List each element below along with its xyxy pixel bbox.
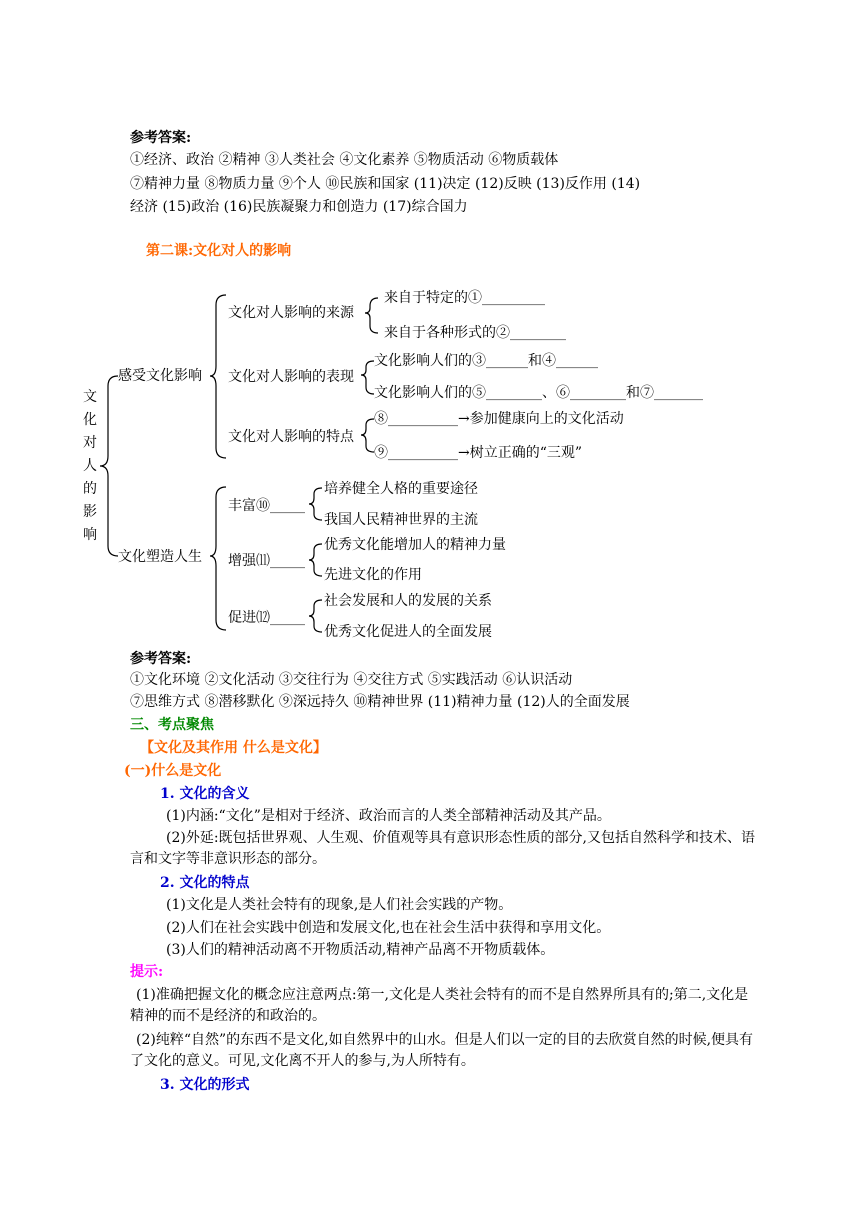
tip-heading: 提示: bbox=[130, 964, 164, 980]
subsection-heading: (一)什么是文化 bbox=[124, 763, 222, 779]
lesson-title: 第二课:文化对人的影响 bbox=[146, 243, 292, 259]
point-title: 3. 文化的形式 bbox=[160, 1077, 250, 1093]
leaf-label: 来自于各种形式的②________ bbox=[384, 325, 566, 341]
diagram-root-label: 文 化 对 人 的 影 响 bbox=[83, 389, 97, 543]
sub1-brace bbox=[365, 298, 378, 333]
leaf-label: 来自于特定的①_________ bbox=[384, 290, 545, 306]
leaf-label: 培养健全人格的重要途径 bbox=[324, 481, 478, 497]
point-title: 2. 文化的特点 bbox=[160, 875, 250, 891]
sub3-brace bbox=[361, 419, 374, 452]
leaf-label: 先进文化的作用 bbox=[324, 567, 422, 583]
leaf-label: 优秀文化促进人的全面发展 bbox=[324, 624, 492, 640]
paragraph: (1)文化是人类社会特有的现象,是人们社会实践的产物。 bbox=[166, 897, 513, 913]
root-bracket bbox=[100, 376, 118, 556]
branch-label: 感受文化影响 bbox=[118, 368, 202, 384]
tip-paragraph: (1)准确把握文化的概念应注意两点:第一,文化是人类社会特有的而不是自然界所具有的;第二,文化是精神的而不是经济的和政治的。 bbox=[130, 987, 749, 1024]
answers-heading: 参考答案: bbox=[130, 651, 192, 667]
answers-line: 经济 (15)政治 (16)民族凝聚力和创造力 (17)综合国力 bbox=[130, 199, 468, 215]
leaf-label: 我国人民精神世界的主流 bbox=[324, 512, 478, 528]
sub-label: 增强⑾_____ bbox=[228, 553, 305, 569]
leaf-label: 文化影响人们的③______和④______ bbox=[374, 353, 598, 369]
branch1-bracket bbox=[210, 295, 226, 458]
sub-label: 丰富⑩_____ bbox=[228, 498, 305, 514]
answers-line: ①文化环境 ②文化活动 ③交往行为 ④交往方式 ⑤实践活动 ⑥认识活动 bbox=[130, 672, 573, 688]
point-title: 1. 文化的含义 bbox=[160, 786, 250, 802]
paragraph: (2)人们在社会实践中创造和发展文化,也在社会生活中获得和享用文化。 bbox=[166, 920, 611, 936]
leaf-label: 社会发展和人的发展的关系 bbox=[324, 593, 492, 609]
section-heading: 三、考点聚焦 bbox=[130, 717, 214, 733]
branch-label: 文化塑造人生 bbox=[118, 549, 202, 565]
leaf-label: ⑧__________→参加健康向上的文化活动 bbox=[374, 411, 624, 427]
paragraph: (3)人们的精神活动离不开物质活动,精神产品离不开物质载体。 bbox=[166, 942, 555, 958]
b2sub2-brace bbox=[309, 544, 322, 576]
topic-heading: 【文化及其作用 什么是文化】 bbox=[140, 740, 327, 756]
leaf-label: 优秀文化能增加人的精神力量 bbox=[324, 537, 506, 553]
sub-label: 促进⑿_____ bbox=[228, 610, 305, 626]
answers-line: ⑦精神力量 ⑧物质力量 ⑨个人 ⑩民族和国家 (11)决定 (12)反映 (13)反作用 (14) bbox=[130, 176, 641, 192]
tip-paragraph: (2)纯粹“自然”的东西不是文化,如自然界中的山水。但是人们以一定的目的去欣赏自然的时候,便具有了文化的意义。可见,文化离不开人的参与,为人所特有。 bbox=[130, 1032, 754, 1069]
sub-label: 文化对人影响的来源 bbox=[228, 305, 354, 321]
branch2-bracket bbox=[210, 487, 226, 630]
paragraph: (1)内涵:“文化”是相对于经济、政治而言的人类全部精神活动及其产品。 bbox=[166, 808, 611, 824]
sub-label: 文化对人影响的表现 bbox=[228, 369, 354, 385]
b2sub3-brace bbox=[309, 600, 322, 632]
leaf-label: ⑨__________→树立正确的“三观” bbox=[374, 445, 583, 461]
paragraph: (2)外延:既包括世界观、人生观、价值观等具有意识形态性质的部分,又包括自然科学和技术、语言和文字等非意识形态的部分。 bbox=[130, 830, 755, 867]
sub-label: 文化对人影响的特点 bbox=[228, 429, 354, 445]
b2sub1-brace bbox=[309, 488, 322, 520]
leaf-label: 文化影响人们的⑤________、⑥________和⑦_______ bbox=[374, 385, 703, 401]
answers-line: ①经济、政治 ②精神 ③人类社会 ④文化素养 ⑤物质活动 ⑥物质载体 bbox=[130, 152, 559, 168]
answers-line: ⑦思维方式 ⑧潜移默化 ⑨深远持久 ⑩精神世界 (11)精神力量 (12)人的全面发展 bbox=[130, 694, 630, 710]
answers-heading: 参考答案: bbox=[130, 130, 192, 146]
sub2-brace bbox=[361, 361, 374, 394]
